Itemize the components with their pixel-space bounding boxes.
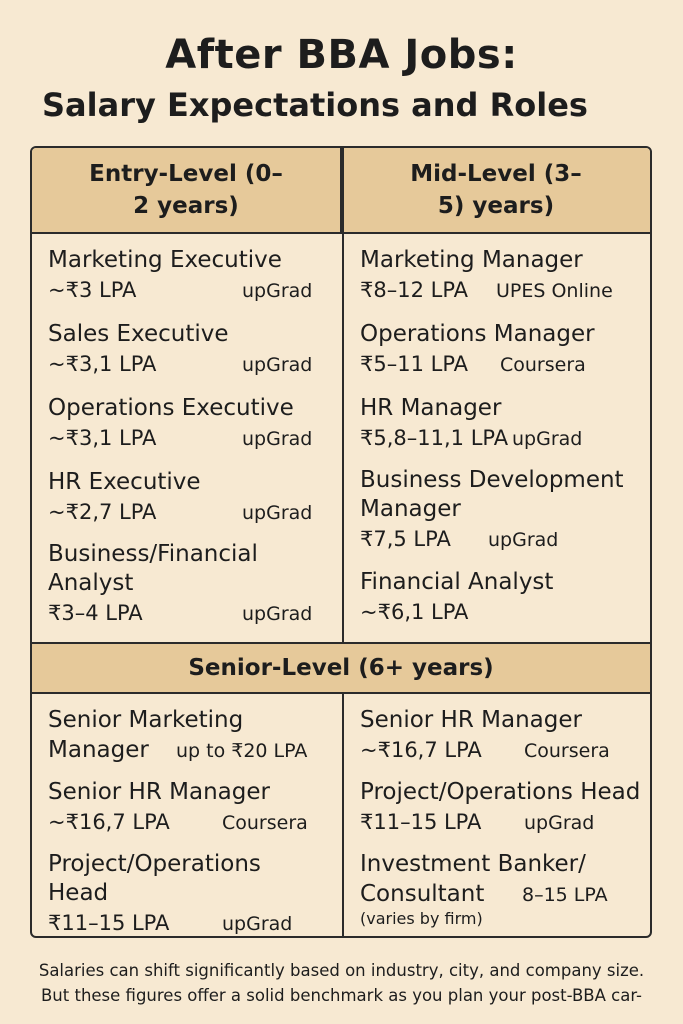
salary-value: ₹5–11 LPA [360, 352, 469, 376]
mid-level-header: Mid-Level (3–5) years) [342, 148, 650, 234]
source-label: UPES Online [496, 280, 613, 302]
salary-value: ₹3–4 LPA [48, 601, 143, 625]
list-item [360, 320, 640, 394]
source-label: upGrad [222, 913, 293, 935]
list-item [360, 568, 640, 627]
source-label: Coursera [222, 812, 308, 834]
source-label: upGrad [488, 529, 559, 551]
list-item [48, 778, 328, 850]
list-item [360, 778, 645, 850]
salary-value: ₹11–15 LPA [360, 810, 482, 834]
mid-level-column [360, 246, 640, 627]
salary-table [30, 146, 652, 938]
list-item [48, 320, 318, 394]
senior-left-column [48, 706, 328, 938]
source-label: Coursera [500, 354, 586, 376]
list-item [48, 706, 328, 778]
list-item [360, 466, 640, 568]
source-label: upGrad [242, 428, 313, 450]
salary-value: ~₹16,7 LPA [360, 738, 482, 762]
list-item [360, 394, 640, 466]
page-subtitle: Salary Expectations and Roles [42, 86, 588, 124]
salary-value: ₹11–15 LPA [48, 911, 170, 935]
role-name: Marketing Executive [48, 247, 282, 273]
entry-level-column [48, 246, 318, 628]
role-name: Senior Marketing [48, 707, 244, 733]
footer-line: Salaries can shift significantly based on industry, city, and company size. [38, 961, 645, 980]
role-name: Operations Manager [360, 321, 595, 347]
source-label: upGrad [242, 603, 313, 625]
role-name: Project/Operations Head [48, 851, 261, 906]
list-item [48, 394, 318, 468]
role-name: Business Development Manager [360, 467, 624, 522]
source-label: upGrad [512, 428, 583, 450]
salary-value: up to ₹20 LPA [176, 740, 308, 762]
salary-value: ~₹6,1 LPA [360, 600, 469, 624]
list-item [48, 850, 328, 938]
role-name: Investment Banker/ [360, 851, 586, 877]
list-item [360, 850, 645, 929]
source-label: upGrad [524, 812, 595, 834]
footnote: (varies by firm) [360, 909, 483, 928]
list-item [48, 246, 318, 320]
source-label: upGrad [242, 280, 313, 302]
role-name: Business/Financial Analyst [48, 541, 258, 596]
salary-value: ₹8–12 LPA [360, 278, 469, 302]
role-name: HR Manager [360, 395, 502, 421]
list-item [48, 540, 318, 628]
salary-value: ₹7,5 LPA [360, 527, 451, 551]
role-name: HR Executive [48, 469, 201, 495]
role-name: Operations Executive [48, 395, 294, 421]
senior-right-column [360, 706, 645, 929]
source-label: upGrad [242, 502, 313, 524]
salary-value: ~₹16,7 LPA [48, 810, 170, 834]
list-item [360, 246, 640, 320]
role-name: Sales Executive [48, 321, 229, 347]
role-name: Senior HR Manager [360, 707, 582, 733]
salary-value: ₹5,8–11,1 LPA [360, 426, 509, 450]
source-label: upGrad [242, 354, 313, 376]
role-name: Project/Operations Head [360, 779, 641, 805]
salary-value: ~₹2,7 LPA [48, 500, 157, 524]
salary-value: 8–15 LPA [522, 884, 608, 906]
page-title: After BBA Jobs: [165, 32, 518, 78]
footer-line: But these figures offer a solid benchmark as you plan your post-BBA car- [40, 986, 643, 1005]
salary-value: ~₹3,1 LPA [48, 352, 157, 376]
list-item [360, 706, 645, 778]
role-name: Financial Analyst [360, 569, 554, 595]
senior-level-header: Senior-Level (6+ years) [32, 642, 650, 694]
footer-text [0, 958, 683, 1008]
role-name-continued: Consultant [360, 881, 485, 907]
role-name-continued: Manager [48, 737, 149, 763]
salary-value: ~₹3 LPA [48, 278, 137, 302]
role-name: Senior HR Manager [48, 779, 270, 805]
role-name: Marketing Manager [360, 247, 583, 273]
salary-value: ~₹3,1 LPA [48, 426, 157, 450]
column-divider [342, 694, 344, 938]
entry-level-header: Entry-Level (0–2 years) [32, 148, 342, 234]
source-label: Coursera [524, 740, 610, 762]
column-divider [342, 148, 344, 642]
list-item [48, 468, 318, 540]
